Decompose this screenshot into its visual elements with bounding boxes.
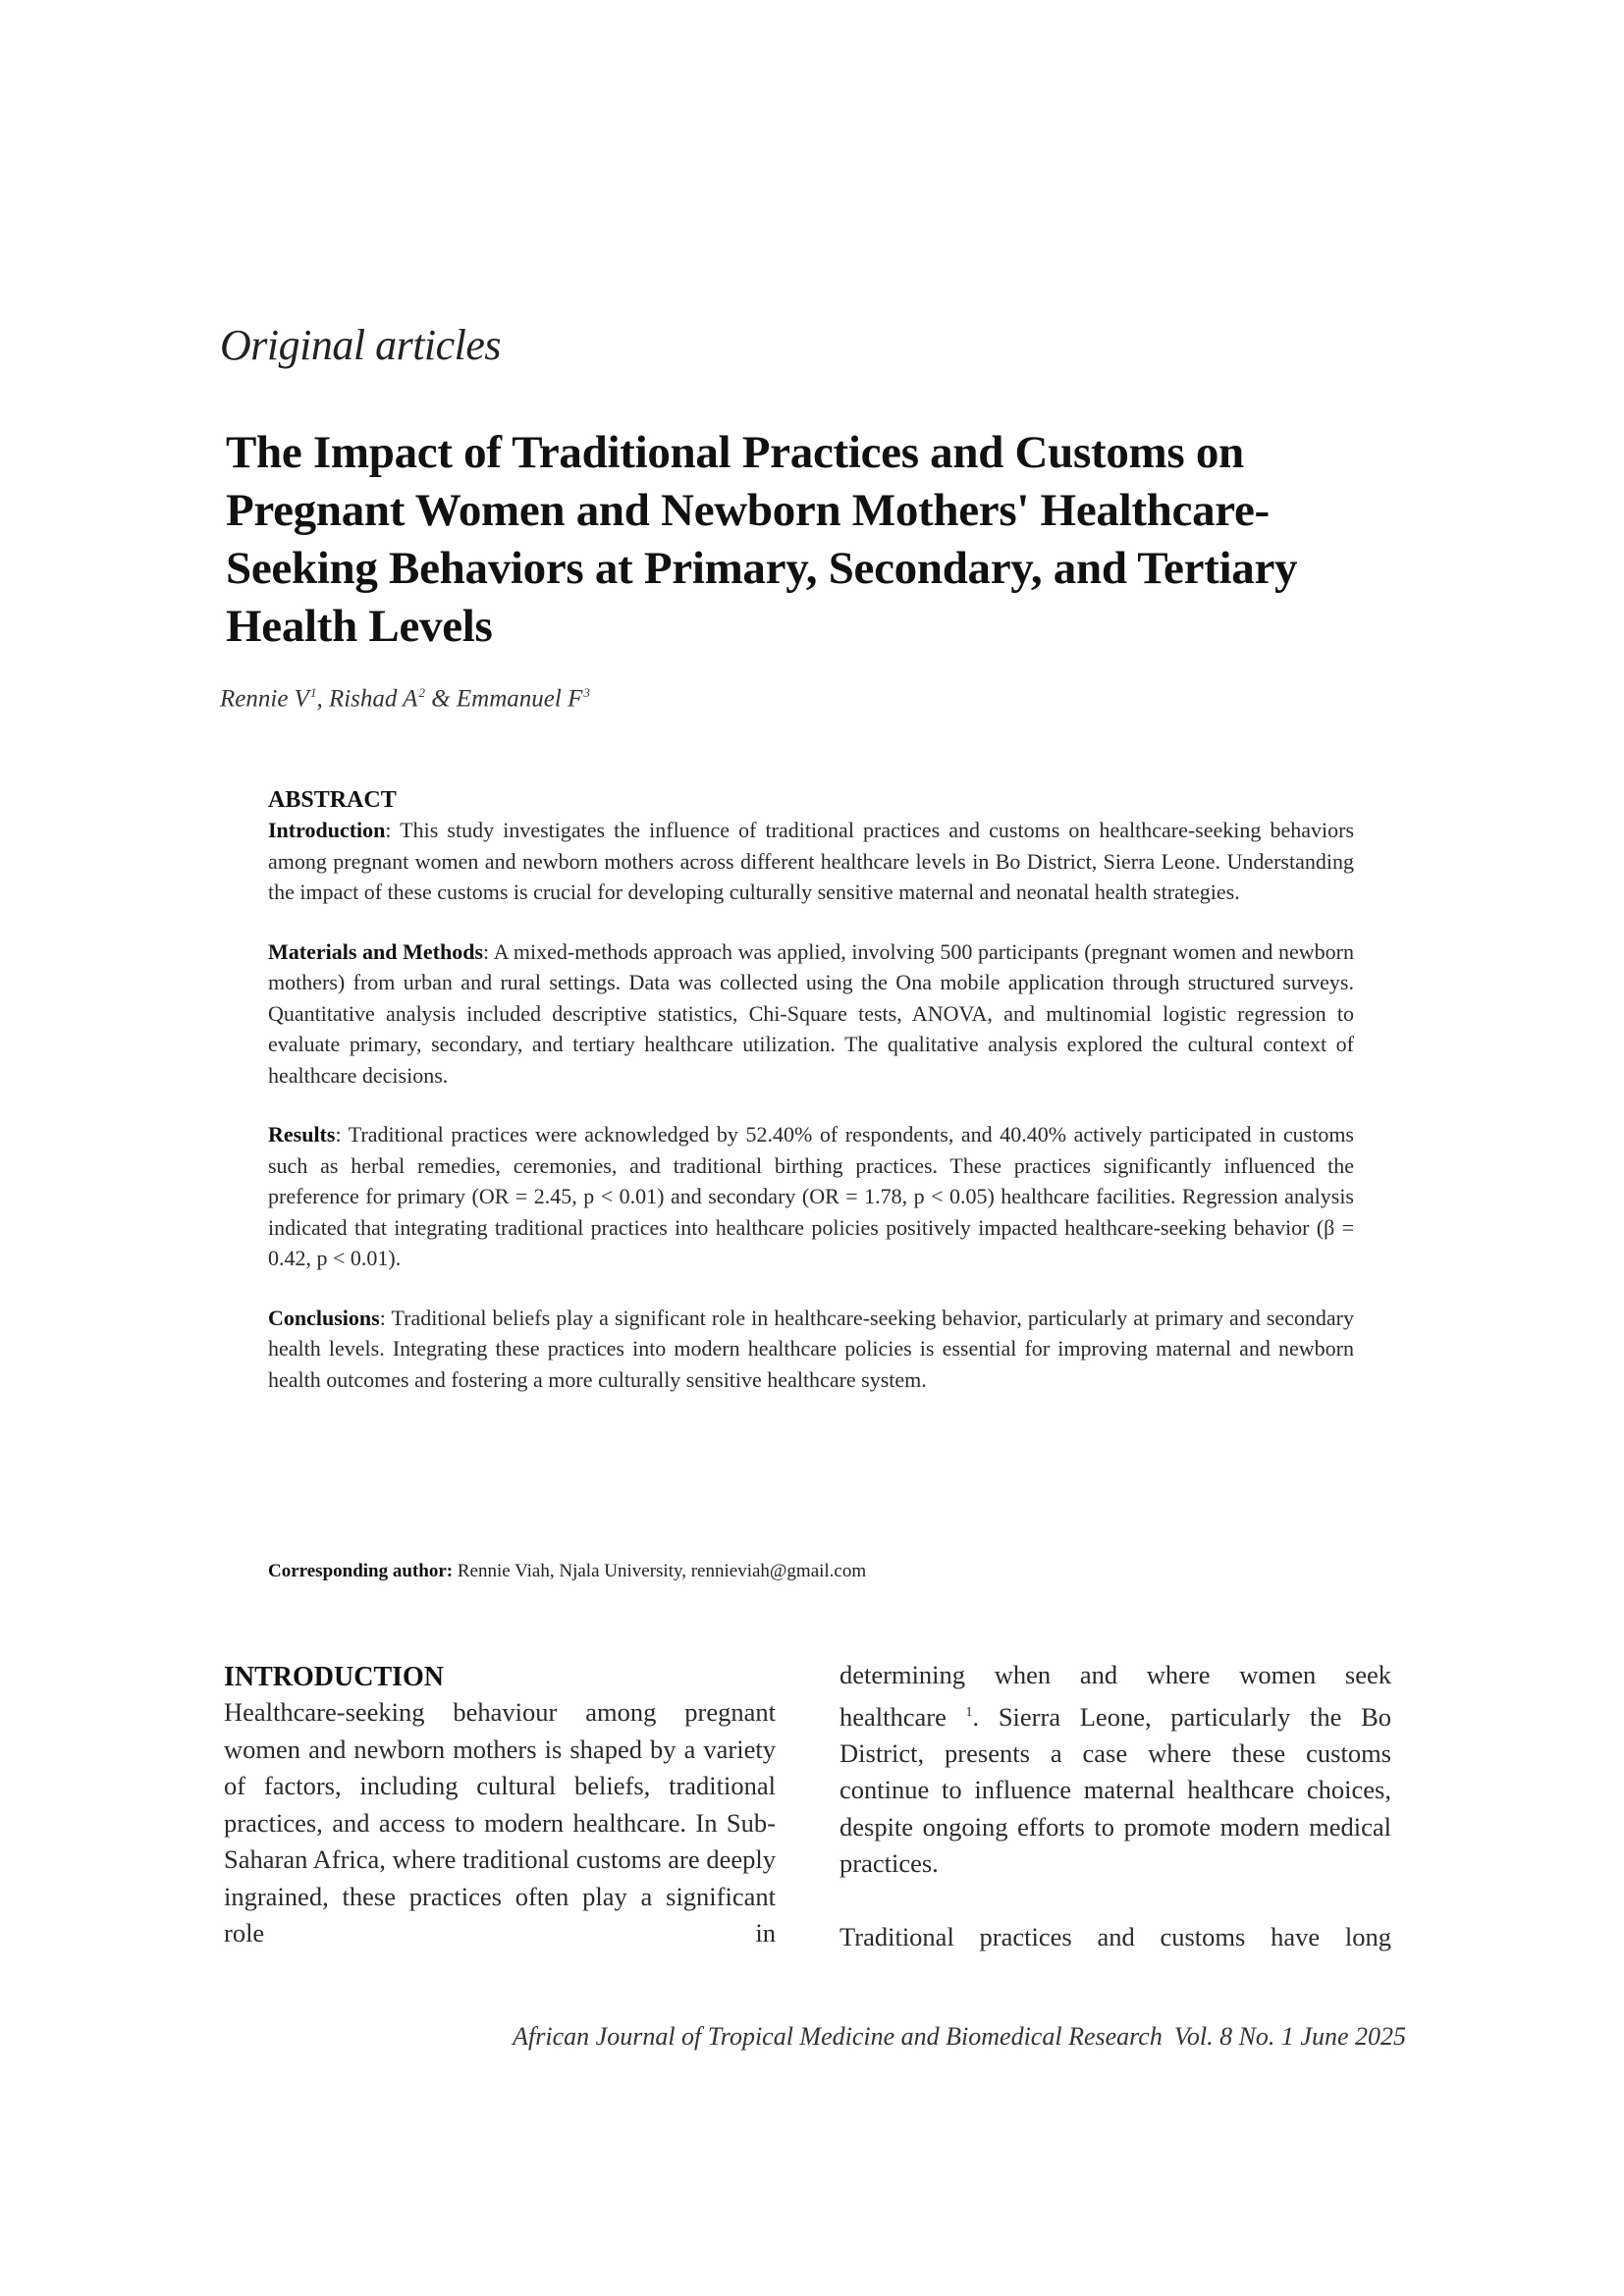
section-label: Original articles (220, 321, 502, 369)
introduction-heading: INTRODUCTION (224, 1662, 445, 1692)
author-list (220, 685, 590, 713)
author-separator: & (424, 685, 457, 713)
paragraph-text: . Sierra Leone, particularly the Bo District, presents a case where these customs continue to influence maternal healthcare choices, despite ongoing efforts to promote modern medical practices. (839, 1701, 1391, 1879)
author-affiliation: 1 (309, 685, 317, 700)
abstract (268, 785, 1354, 1423)
abstract-section-text: : Traditional practices were acknowledged by 52.40% of respondents, and 40.40% actively participated in customs such as herbal remedies, ceremonies, and traditional birthing practices. These practices significantly influenced the preference for primary (OR = 2.45, p < 0.01) and secondary (OR = 1.78, p < 0.05) healthcare facilities. Regression analysis indicated that integrating traditional practices into healthcare policies positively impacted healthcare-seeking behavior (β = 0.42, p < 0.01). (268, 1122, 1354, 1270)
author-name: Rennie V (220, 685, 309, 713)
title-line: Seeking Behaviors at Primary, Secondary, and Tertiary (226, 543, 1298, 594)
author-separator: , (316, 685, 329, 713)
abstract-section-label: Results (268, 1122, 336, 1147)
title-line: Health Levels (226, 601, 493, 652)
corresponding-author (268, 1561, 866, 1582)
journal-name: African Journal of Tropical Medicine and Biomedical Research (513, 2022, 1163, 2051)
introduction-paragraph (839, 1657, 1391, 1883)
abstract-methods (268, 936, 1354, 1092)
title-line: Pregnant Women and Newborn Mothers' Healthcare- (226, 485, 1270, 536)
author-name: Rishad A (328, 685, 418, 713)
abstract-heading: ABSTRACT (268, 787, 397, 813)
abstract-results (268, 1119, 1354, 1274)
right-column (839, 1657, 1391, 1955)
left-column (224, 1661, 776, 1952)
abstract-section-label: Introduction (268, 818, 386, 842)
author-name: Emmanuel F (456, 685, 583, 713)
abstract-conclusions (268, 1303, 1354, 1396)
introduction-paragraph: Traditional practices and customs have long (839, 1921, 1391, 1951)
article-title (226, 424, 1424, 656)
paragraph-text: determining when and where women seek healthcare (839, 1660, 1391, 1732)
abstract-section-label: Materials and Methods (268, 938, 484, 964)
citation-reference[interactable]: 1 (965, 1704, 973, 1720)
corresponding-author-details: Rennie Viah, Njala University, rennieviah@gmail.com (453, 1561, 867, 1581)
title-line: The Impact of Traditional Practices and Customs on (226, 427, 1244, 478)
author-affiliation: 3 (583, 685, 590, 700)
introduction-paragraph: Healthcare-seeking behaviour among pregnant women and newborn mothers is shaped by a variety of factors, including cultural beliefs, traditional practices, and access to modern healthcare. In Sub-Saharan Africa, where traditional customs are deeply ingrained, these practices often play a significant role in (224, 1697, 776, 1948)
abstract-section-label: Conclusions (268, 1305, 380, 1330)
abstract-section-text: : This study investigates the influence of traditional practices and customs on healthcare-seeking behaviors among pregnant women and newborn mothers across different healthcare levels in Bo District, Sierra Leone. Understanding the impact of these customs is crucial for developing culturally sensitive maternal and neonatal health strategies. (268, 818, 1354, 904)
journal-issue: Vol. 8 No. 1 June 2025 (1173, 2022, 1406, 2051)
journal-footer (513, 2022, 1406, 2052)
abstract-section-text: : Traditional beliefs play a significant role in healthcare-seeking behavior, particularly at primary and secondary health levels. Integrating these practices into modern healthcare policies is essential for improving maternal and newborn health outcomes and fostering a more culturally sensitive healthcare system. (268, 1305, 1354, 1392)
abstract-section-text: : A mixed-methods approach was applied, involving 500 participants (pregnant women and newborn mothers) from urban and rural settings. Data was collected using the Ona mobile application through structured surveys. Quantitative analysis included descriptive statistics, Chi-Square tests, ANOVA, and multinomial logistic regression to evaluate primary, secondary, and tertiary healthcare utilization. The qualitative analysis explored the cultural context of healthcare decisions. (268, 938, 1355, 1088)
author-affiliation: 2 (418, 685, 425, 700)
abstract-introduction (268, 815, 1354, 908)
corresponding-author-label: Corresponding author: (268, 1561, 454, 1581)
